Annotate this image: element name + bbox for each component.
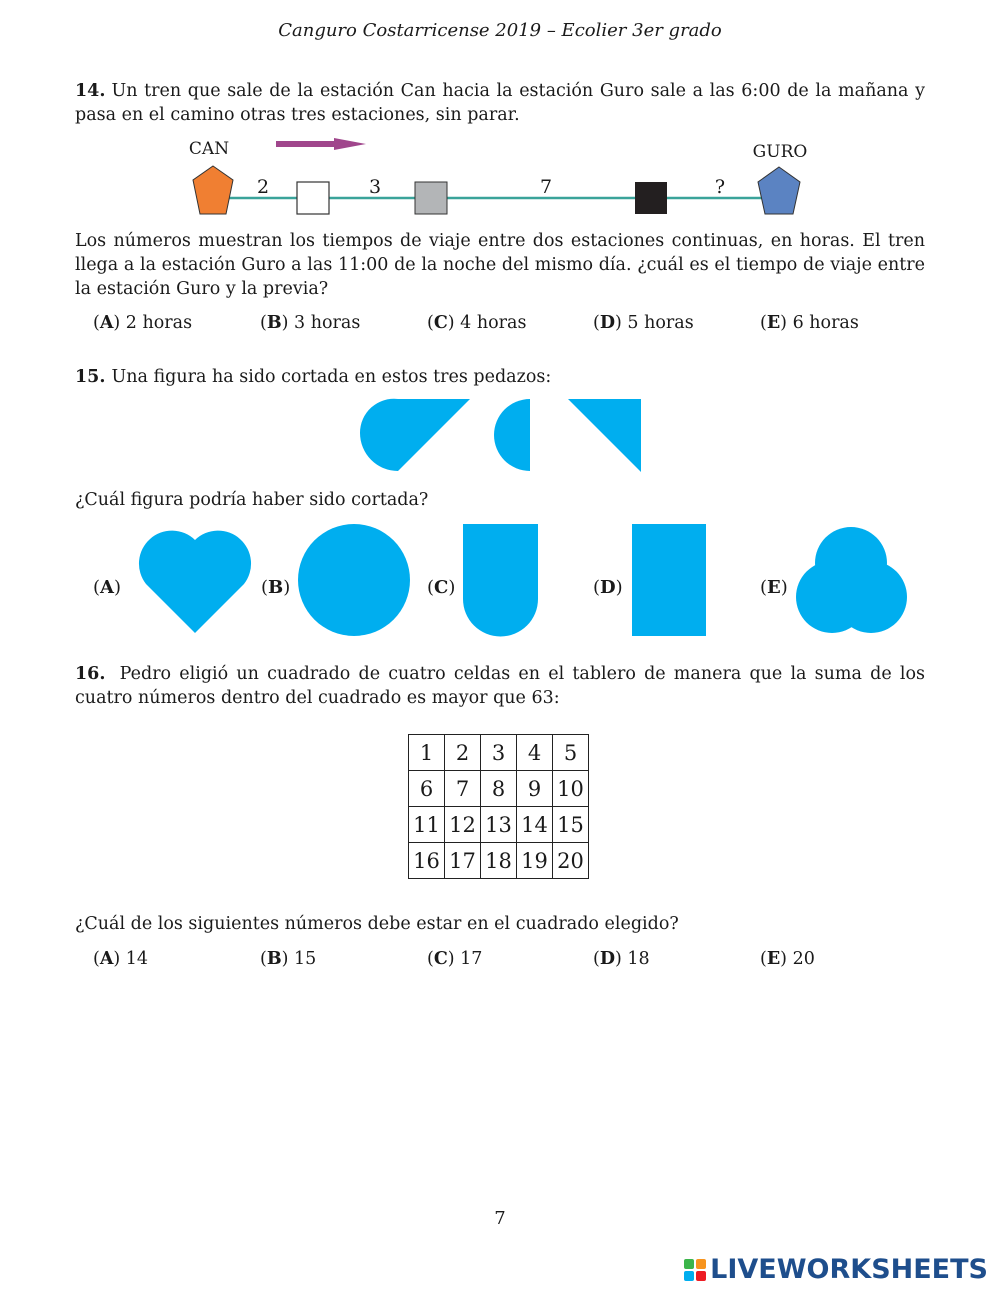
segment-time-3: 7 bbox=[539, 176, 553, 198]
question-number: 16. bbox=[75, 664, 106, 684]
board-row bbox=[409, 843, 589, 879]
option-d-rectangle[interactable] bbox=[631, 523, 707, 637]
segment-time-unknown: ? bbox=[714, 176, 726, 198]
train-route-diagram bbox=[0, 130, 1000, 225]
board-cell: 6 bbox=[409, 771, 445, 807]
board-cell: 8 bbox=[481, 771, 517, 807]
station-can-label: CAN bbox=[188, 139, 230, 159]
board-row bbox=[409, 771, 589, 807]
option-c-u-shape[interactable] bbox=[462, 523, 540, 637]
question-15 bbox=[75, 365, 925, 389]
question-text: Pedro eligió un cuadrado de cuatro celdas en el tablero de manera que la suma de los cuatro números dentro del cuadrado es mayor que 63: bbox=[75, 664, 925, 708]
option-a-label[interactable]: (A) bbox=[93, 577, 122, 598]
board-cell: 7 bbox=[445, 771, 481, 807]
question-14-options bbox=[93, 313, 933, 339]
board-cell: 17 bbox=[445, 843, 481, 879]
option-d[interactable]: (D) 5 horas bbox=[593, 313, 694, 333]
heart-shape bbox=[139, 531, 251, 633]
board-cell: 14 bbox=[517, 807, 553, 843]
board-cell: 16 bbox=[409, 843, 445, 879]
u-shape bbox=[463, 524, 538, 637]
option-e[interactable]: (E) 20 bbox=[760, 949, 815, 969]
number-board bbox=[408, 734, 589, 879]
option-c-label[interactable]: (C) bbox=[427, 577, 456, 598]
question-15-prompt: ¿Cuál figura podría haber sido cortada? bbox=[75, 490, 429, 510]
trefoil-right-lobe bbox=[835, 561, 907, 633]
cut-pieces-figure bbox=[340, 395, 660, 477]
option-b[interactable]: (B) 15 bbox=[260, 949, 317, 969]
board-cell: 12 bbox=[445, 807, 481, 843]
circle-shape bbox=[298, 524, 410, 636]
board-cell: 4 bbox=[517, 735, 553, 771]
board-cell: 18 bbox=[481, 843, 517, 879]
question-14-detail: Los números muestran los tiempos de viaje entre dos estaciones continuas, en horas. El tren llega a la estación Guro a las 11:00 de la noche del mismo día. ¿cuál es el tiempo de viaje entre la estación Guro y la previa? bbox=[75, 231, 925, 299]
station-can-pentagon bbox=[193, 166, 233, 214]
option-b-circle[interactable] bbox=[296, 523, 412, 637]
option-e-trefoil[interactable] bbox=[794, 525, 912, 637]
question-number: 14. bbox=[75, 81, 106, 101]
liveworksheets-logo bbox=[684, 1254, 988, 1285]
station-guro-pentagon bbox=[758, 167, 800, 214]
option-a[interactable]: (A) 14 bbox=[93, 949, 149, 969]
segment-time-1: 2 bbox=[256, 176, 270, 198]
board-cell: 9 bbox=[517, 771, 553, 807]
logo-mark-icon bbox=[684, 1259, 706, 1281]
option-d-label[interactable]: (D) bbox=[593, 577, 623, 598]
board-cell: 10 bbox=[553, 771, 589, 807]
piece-triangle bbox=[568, 399, 641, 472]
page-header: Canguro Costarricense 2019 – Ecolier 3er grado bbox=[278, 20, 722, 41]
option-b-label[interactable]: (B) bbox=[261, 577, 291, 598]
direction-arrow-icon bbox=[276, 138, 366, 150]
board-cell: 13 bbox=[481, 807, 517, 843]
question-14 bbox=[75, 79, 925, 127]
option-c[interactable]: (C) 4 horas bbox=[427, 313, 527, 333]
rectangle-shape bbox=[632, 524, 706, 636]
question-16 bbox=[75, 662, 925, 710]
option-e[interactable]: (E) 6 horas bbox=[760, 313, 859, 333]
station-gray-square bbox=[415, 182, 447, 214]
page-number: 7 bbox=[494, 1208, 506, 1229]
option-a[interactable]: (A) 2 horas bbox=[93, 313, 193, 333]
question-16-prompt: ¿Cuál de los siguientes números debe estar en el cuadrado elegido? bbox=[75, 914, 679, 934]
option-a-heart[interactable] bbox=[128, 518, 263, 640]
question-16-options bbox=[93, 949, 933, 975]
board-cell: 19 bbox=[517, 843, 553, 879]
option-d[interactable]: (D) 18 bbox=[593, 949, 650, 969]
board-row bbox=[409, 807, 589, 843]
option-e-label[interactable]: (E) bbox=[760, 577, 788, 598]
board-cell: 11 bbox=[409, 807, 445, 843]
board-cell: 20 bbox=[553, 843, 589, 879]
board-cell: 2 bbox=[445, 735, 481, 771]
piece-round-wedge bbox=[360, 399, 470, 471]
piece-half-disc bbox=[494, 399, 530, 471]
segment-time-2: 3 bbox=[368, 176, 382, 198]
logo-text: LIVEWORKSHEETS bbox=[710, 1254, 988, 1285]
board-cell: 3 bbox=[481, 735, 517, 771]
station-black-square bbox=[635, 182, 667, 214]
option-b[interactable]: (B) 3 horas bbox=[260, 313, 361, 333]
question-text: Una figura ha sido cortada en estos tres pedazos: bbox=[111, 367, 552, 387]
board-cell: 5 bbox=[553, 735, 589, 771]
board-cell: 15 bbox=[553, 807, 589, 843]
board-cell: 1 bbox=[409, 735, 445, 771]
station-guro-label: GURO bbox=[752, 142, 808, 162]
station-white-square bbox=[297, 182, 329, 214]
question-text: Un tren que sale de la estación Can hacia la estación Guro sale a las 6:00 de la mañana y pasa en el camino otras tres estaciones, sin parar. bbox=[75, 81, 925, 125]
board-row bbox=[409, 735, 589, 771]
question-number: 15. bbox=[75, 367, 106, 387]
option-c[interactable]: (C) 17 bbox=[427, 949, 483, 969]
